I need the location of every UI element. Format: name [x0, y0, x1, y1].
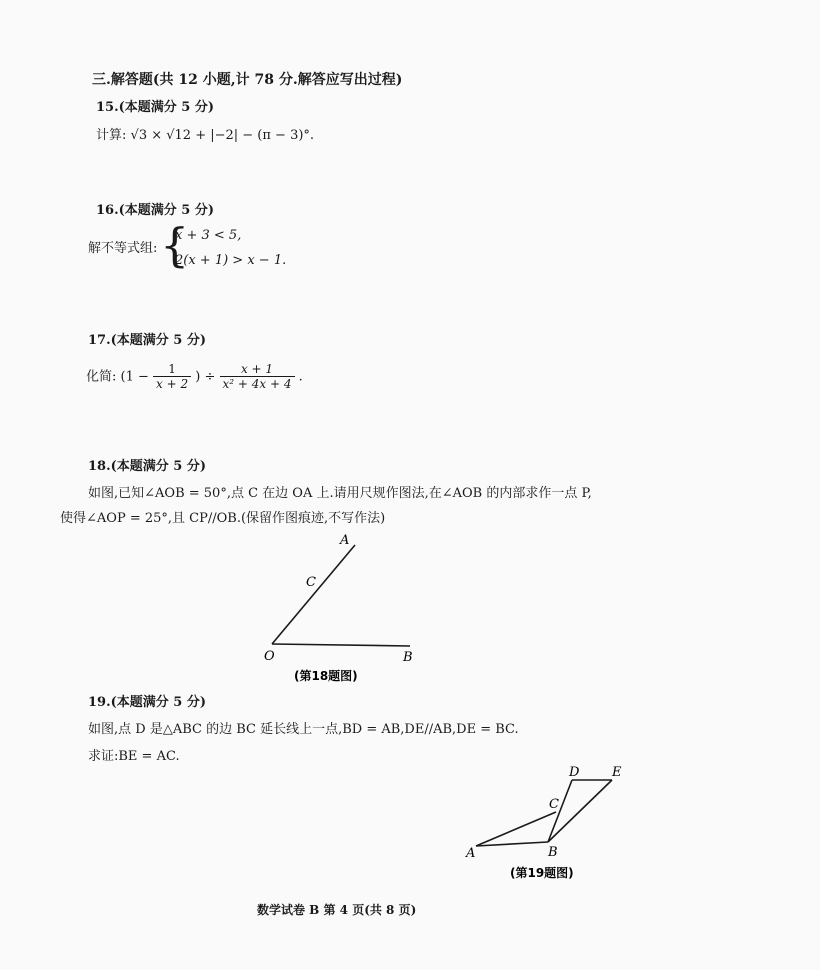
q17-frac1-numerator: 1	[153, 362, 191, 377]
label-c-19: C	[549, 797, 559, 812]
q15-expression: √3 × √12 + |−2| − (π − 3)°.	[130, 128, 315, 143]
label-c-18: C	[306, 575, 316, 590]
q16-inequality-1: x + 3 < 5,	[175, 228, 242, 243]
label-a-19: A	[466, 846, 476, 861]
label-a-18: A	[340, 533, 350, 548]
q17-prompt: 化简:	[86, 369, 117, 385]
q17-frac2-numerator: x + 1	[220, 362, 295, 377]
q16-prompt: 解不等式组:	[88, 241, 158, 256]
q17-mid: ) ÷	[195, 369, 216, 385]
ray-ob	[272, 644, 410, 646]
label-e-19: E	[612, 765, 622, 780]
q15-prompt: 计算:	[96, 128, 127, 143]
q17-end: .	[298, 369, 303, 385]
q18-title: 18.(本题满分 5 分)	[88, 459, 207, 474]
q17-frac1-denominator: x + 2	[156, 377, 189, 392]
segment-ac	[476, 812, 556, 846]
q19-line-2: 求证:BE = AC.	[88, 749, 180, 764]
ray-oa	[272, 545, 355, 644]
label-b-18: B	[403, 650, 413, 665]
figure-19	[476, 780, 612, 846]
q17-title: 17.(本题满分 5 分)	[88, 333, 207, 348]
figure-18	[272, 545, 410, 646]
q19-title: 19.(本题满分 5 分)	[88, 695, 207, 710]
q17-open: (1 −	[120, 369, 149, 385]
system-brace: {	[160, 218, 190, 272]
page-footer: 数学试卷 B 第 4 页(共 8 页)	[257, 903, 417, 917]
label-o-18: O	[264, 649, 275, 664]
q17-frac2-denominator: x² + 4x + 4	[222, 377, 292, 392]
caption-18: (第18题图)	[294, 669, 358, 683]
label-d-19: D	[569, 765, 580, 780]
section-header: 三.解答题(共 12 小题,计 78 分.解答应写出过程)	[92, 72, 403, 88]
q19-line-1: 如图,点 D 是△ABC 的边 BC 延长线上一点,BD = AB,DE//AB,DE = BC.	[88, 722, 519, 737]
q18-line-1: 如图,已知∠AOB = 50°,点 C 在边 OA 上.请用尺规作图法,在∠AOB 的内部求作一点 P,	[88, 486, 592, 501]
q16-inequality-2: 2(x + 1) > x − 1.	[175, 253, 287, 268]
q16-title: 16.(本题满分 5 分)	[96, 203, 215, 218]
q15-title: 15.(本题满分 5 分)	[96, 100, 215, 115]
segment-ab	[476, 842, 548, 846]
caption-19: (第19题图)	[510, 866, 574, 880]
label-b-19: B	[548, 845, 558, 860]
q18-line-2: 使得∠AOP = 25°,且 CP//OB.(保留作图痕迹,不写作法)	[60, 511, 386, 526]
